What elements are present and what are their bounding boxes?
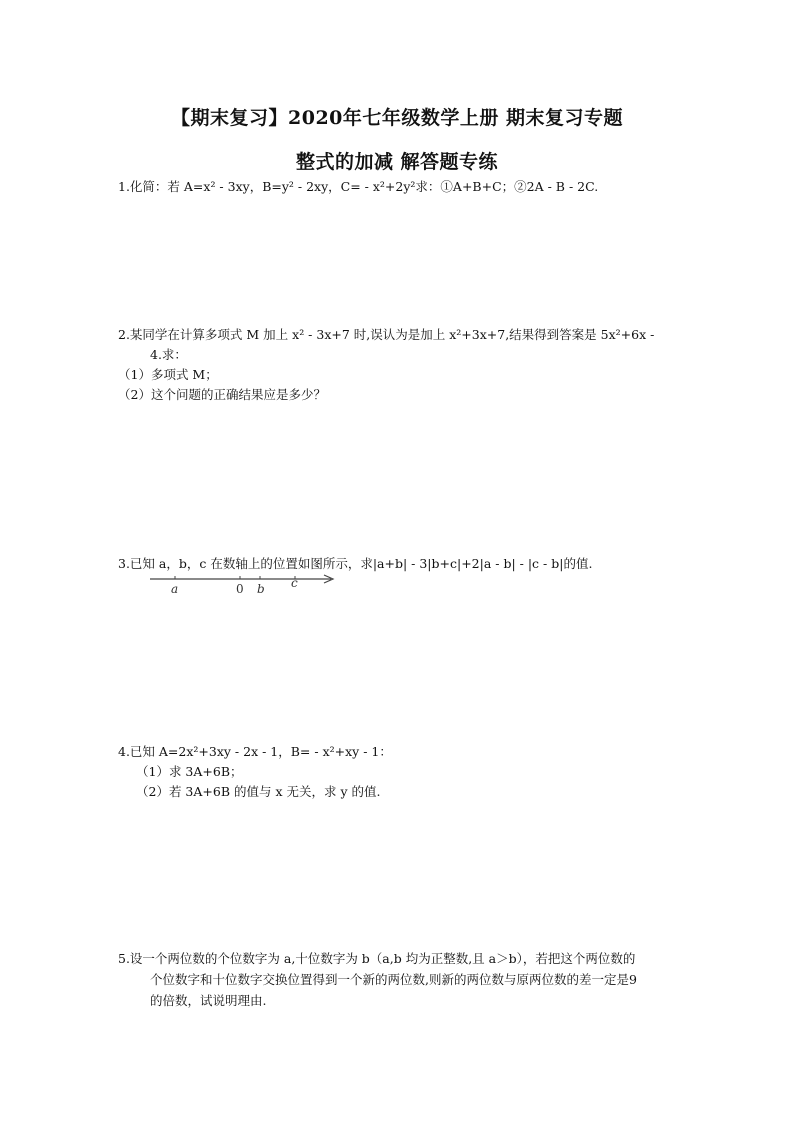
question-5-line-1: 5.设一个两位数的个位数字为 a,十位数字为 b（a,b 均为正整数,且 a＞b），若把这个两位数的	[118, 951, 636, 966]
label-a: a	[171, 582, 179, 596]
label-c: c	[291, 576, 298, 590]
question-5-line-3: 的倍数，试说明理由.	[150, 993, 267, 1008]
question-4: 4.已知 A=2x²+3xy - 2x - 1，B= - x²+xy - 1：	[118, 744, 392, 759]
number-line-figure	[148, 572, 338, 602]
page-subtitle: 整式的加减 解答题专练	[295, 151, 499, 173]
question-4-sub-2: （2）若 3A+6B 的值与 x 无关，求 y 的值.	[136, 784, 381, 799]
question-1: 1.化简：若 A=x² - 3xy，B=y² - 2xy，C= - x²+2y²求：①A+B+C；②2A - B - 2C.	[118, 179, 599, 194]
label-b: b	[257, 582, 265, 596]
question-2-line-1: 2.某同学在计算多项式 M 加上 x² - 3x+7 时,误认为是加上 x²+3x+7,结果得到答案是 5x²+6x -	[118, 327, 655, 342]
number-line-svg	[148, 572, 338, 602]
question-2-line-2: 4.求：	[150, 347, 187, 362]
question-2-sub-1: （1）多项式 M；	[118, 367, 218, 382]
label-zero: 0	[236, 582, 244, 596]
question-5-line-2: 个位数字和十位数字交换位置得到一个新的两位数,则新的两位数与原两位数的差一定是9	[150, 972, 637, 987]
question-2-sub-2: （2）这个问题的正确结果应是多少？	[118, 387, 326, 402]
page-title: 【期末复习】2020年七年级数学上册 期末复习专题	[171, 107, 623, 129]
question-4-sub-1: （1）求 3A+6B；	[136, 764, 243, 779]
question-3: 3.已知 a，b，c 在数轴上的位置如图所示，求|a+b| - 3|b+c|+2|a - b| - |c - b|的值.	[118, 556, 593, 571]
